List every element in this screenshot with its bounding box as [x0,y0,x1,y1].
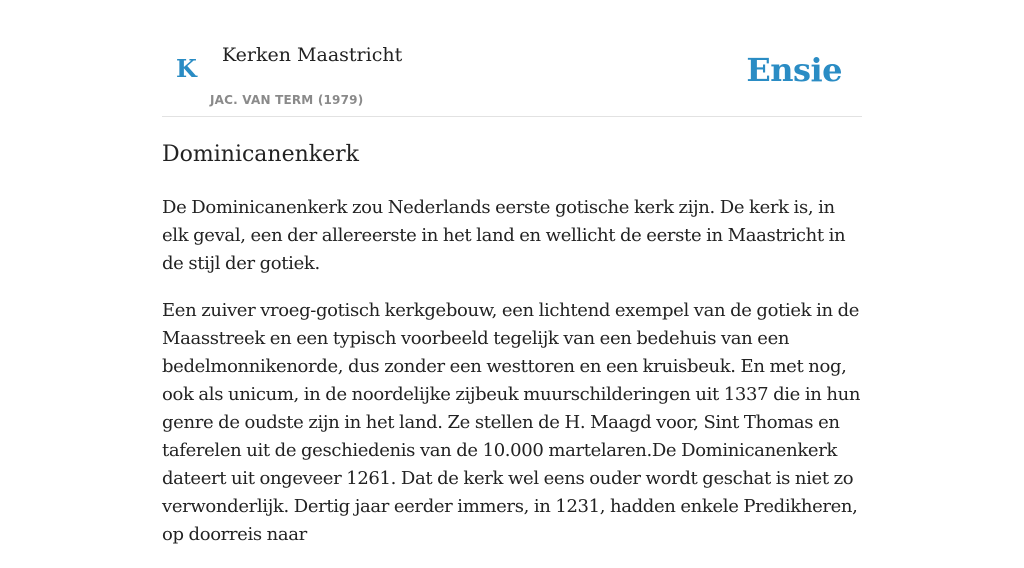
book-letter-icon[interactable]: K [176,54,197,83]
article-paragraph: De Dominicanenkerk zou Nederlands eerste gotische kerk zijn. De kerk is, in elk geval, een der allereerste in het land en wellicht de eerste in Maastricht in de stijl der gotiek. [162,197,846,274]
article-paragraph: Een zuiver vroeg-gotisch kerkgebouw, een lichtend exempel van de gotiek in de Maasstreek en een typisch voorbeeld tegelijk van een bedehuis van een bedelmonnikenorde, dus zonder een westtoren en een kruisbeuk. En met nog, ook als unicum, in de noordelijke zijbeuk muurschilderingen uit 1337 die in hun genre de oudste zijn in het land. Ze stellen de H. Maagd voor, Sint Thomas en taferelen uit de geschiedenis van de 10.000 martelaren.De Dominicanenkerk dateert uit ongeveer 1261. Dat de kerk wel eens ouder wordt geschat is niet zo verwonderlijk. Dertig jaar eerder immers, in 1231, hadden enkele Predikheren, op doorreis naar [162,300,861,545]
book-title-link[interactable]: Kerken Maastricht [222,44,403,66]
article-title: Dominicanenkerk [162,142,359,167]
book-author: JAC. VAN TERM (1979) [210,93,364,107]
ensie-logo[interactable]: Ensie [746,51,842,89]
book-header [162,0,862,117]
article-content [162,138,862,568]
